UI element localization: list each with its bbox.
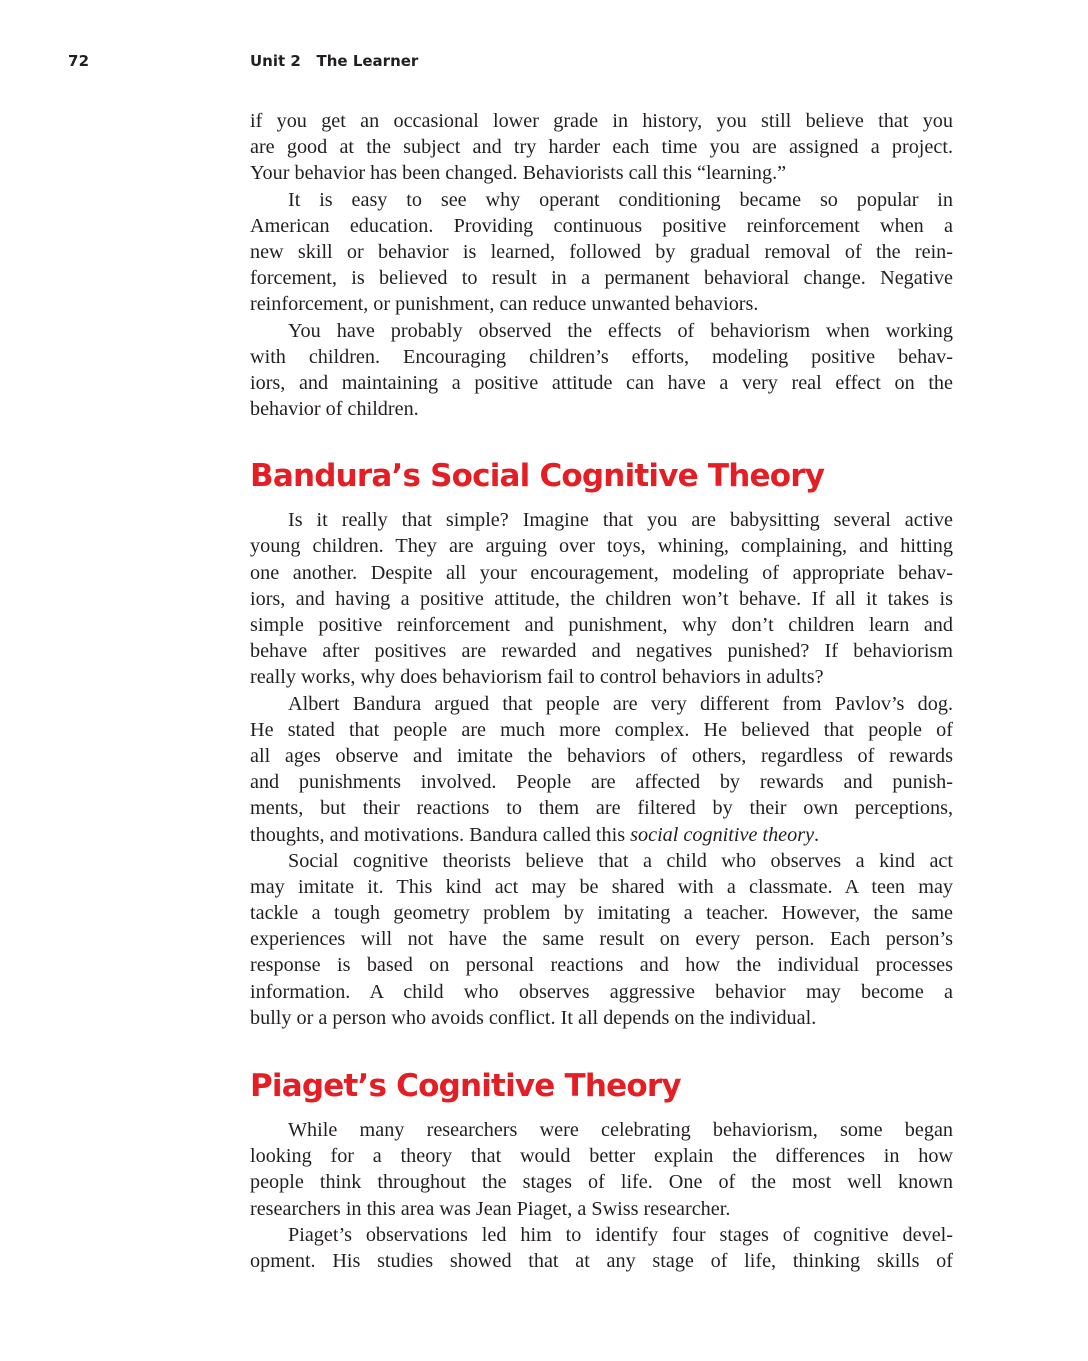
text-line: if you get an occasional lower grade in history, you still believe that you [250, 110, 953, 132]
text-line: iors, and maintaining a positive attitude can have a very real effect on the [250, 371, 953, 394]
paragraph [250, 1222, 953, 1274]
text-line: Social cognitive theorists believe that a child who observes a kind act [288, 849, 953, 872]
text-line: really works, why does behaviorism fail to control behaviors in adults? [250, 666, 824, 689]
text-line: may imitate it. This kind act may be shared with a classmate. A teen may [250, 875, 953, 898]
paragraph [250, 848, 953, 1031]
text-line: tackle a tough geometry problem by imitating a teacher. However, the same [250, 902, 953, 925]
text-line: researchers in this area was Jean Piaget, a Swiss researcher. [250, 1197, 731, 1220]
text-line: Albert Bandura argued that people are very different from Pavlov’s dog. [288, 692, 953, 715]
text-column [250, 108, 953, 1274]
text-line: are good at the subject and try harder each time you are assigned a project. [250, 136, 953, 159]
text-line: You have probably observed the effects of behaviorism when working [288, 319, 953, 342]
text-line [250, 822, 953, 848]
text-line: information. A child who observes aggressive behavior may become a [250, 980, 953, 1003]
text-line: with children. Encouraging children’s efforts, modeling positive behav- [250, 345, 953, 368]
unit-number: Unit 2 [250, 52, 301, 70]
running-head [0, 52, 1088, 74]
text-line: reinforcement, or punishment, can reduce unwanted behaviors. [250, 293, 759, 316]
text-line: While many researchers were celebrating behaviorism, some began [288, 1119, 953, 1141]
unit-title: The Learner [316, 52, 419, 70]
text-line: Your behavior has been changed. Behaviorists call this “learning.” [250, 162, 787, 185]
intro-section [250, 108, 953, 422]
text-line: Piaget’s observations led him to identify four stages of cognitive devel- [288, 1223, 953, 1246]
text-line: looking for a theory that would better explain the differences in how [250, 1145, 953, 1168]
text-line: response is based on personal reactions and how the individual processes [250, 954, 953, 977]
bandura-section [250, 457, 953, 1031]
text-line: one another. Despite all your encouragement, modeling of appropriate behav- [250, 561, 953, 584]
paragraph [250, 108, 953, 187]
key-term: social cognitive theory [630, 823, 815, 846]
text-line: behavior of children. [250, 398, 419, 421]
paragraph [250, 507, 953, 690]
paragraph [250, 1117, 953, 1222]
text-line: American education. Providing continuous positive reinforcement when a [250, 214, 953, 237]
section-heading-bandura: Bandura’s Social Cognitive Theory [250, 458, 825, 495]
unit-label [250, 52, 418, 70]
piaget-section [250, 1067, 953, 1274]
paragraph [250, 187, 953, 318]
text-line: bully or a person who avoids conflict. It all depends on the individual. [250, 1006, 817, 1029]
text-line: ments, but their reactions to them are filtered by their own perceptions, [250, 797, 953, 820]
section-heading-piaget: Piaget’s Cognitive Theory [250, 1068, 681, 1104]
text-line-start: thoughts, and motivations. Bandura called this [250, 823, 631, 846]
text-line: experiences will not have the same result on every person. Each person’s [250, 928, 953, 951]
text-line: opment. His studies showed that at any stage of life, thinking skills of [250, 1249, 953, 1272]
text-line: iors, and having a positive attitude, the children won’t behave. If all it takes is [250, 587, 953, 610]
text-line: and punishments involved. People are affected by rewards and punish- [250, 771, 953, 794]
text-line: behave after positives are rewarded and negatives punished? If behaviorism [250, 640, 953, 663]
key-term-suffix: . [814, 823, 820, 846]
text-line: new skill or behavior is learned, followed by gradual removal of the rein- [250, 240, 953, 263]
paragraph [250, 691, 953, 848]
text-line: It is easy to see why operant conditioning became so popular in [288, 188, 953, 211]
text-line: forcement, is believed to result in a permanent behavioral change. Negative [250, 267, 953, 290]
text-line: He stated that people are much more complex. He believed that people of [250, 718, 953, 741]
text-line: young children. They are arguing over toys, whining, complaining, and hitting [250, 535, 953, 558]
text-line: people think throughout the stages of life. One of the most well known [250, 1171, 953, 1194]
page-number: 72 [68, 52, 90, 70]
paragraph [250, 318, 953, 423]
text-line: Is it really that simple? Imagine that you are babysitting several active [288, 509, 953, 532]
text-line: simple positive reinforcement and punishment, why don’t children learn and [250, 614, 953, 636]
text-line: all ages observe and imitate the behaviors of others, regardless of rewards [250, 744, 953, 767]
